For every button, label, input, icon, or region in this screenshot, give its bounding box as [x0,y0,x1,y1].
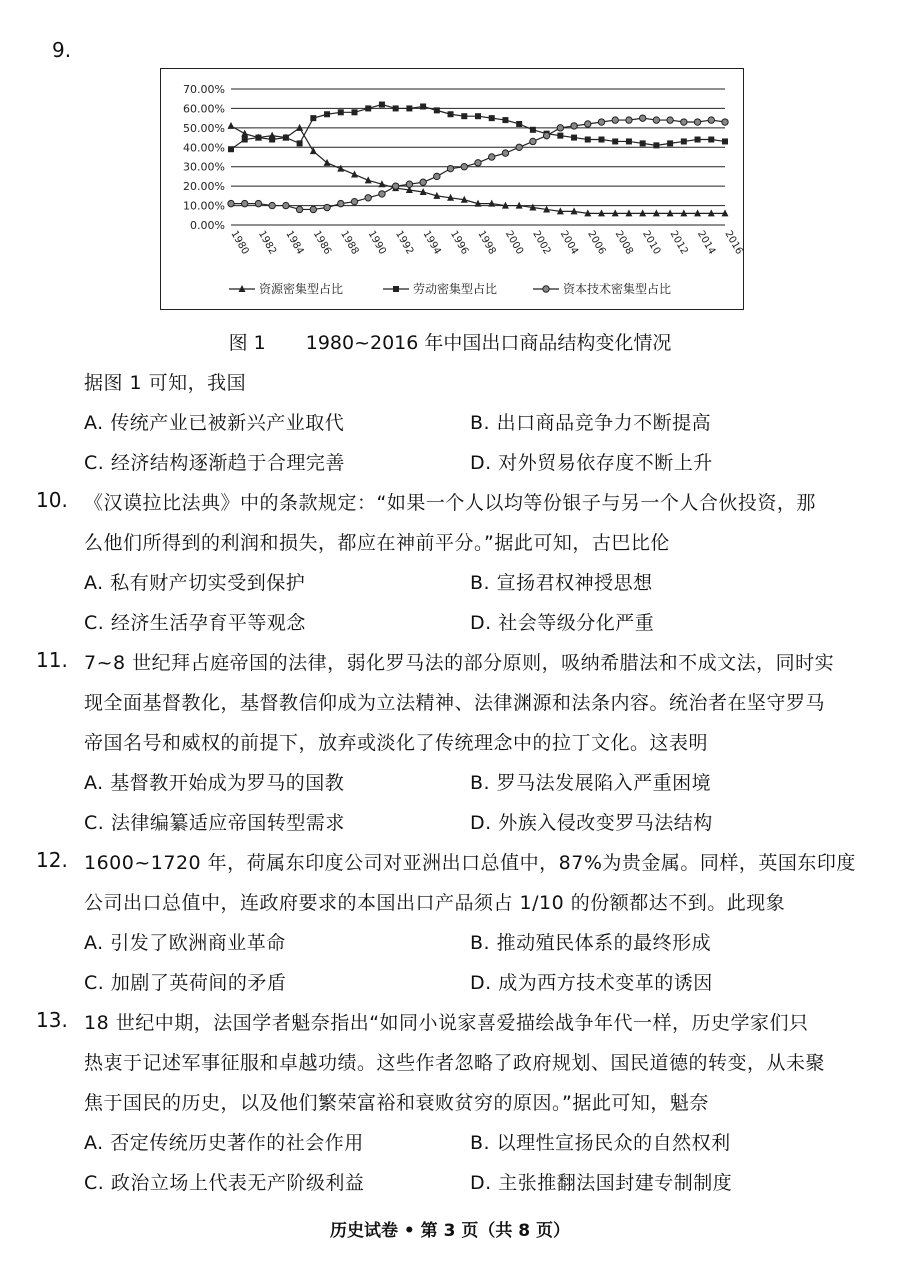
data-point-square [667,140,673,146]
question-11-line-2: 现全面基督教化，基督教信仰成为立法精神、法律渊源和法条内容。统治者在坚守罗马 [84,692,826,714]
legend-label: 劳动密集型占比 [413,282,498,296]
x-tick-label: 2006 [585,229,608,257]
data-point-circle [392,183,398,189]
data-point-square [502,117,508,123]
legend-marker-square [393,286,399,292]
data-point-circle [722,119,728,125]
q11-option-c[interactable]: C. 法律编纂适应帝国转型需求 [84,812,345,834]
y-tick-label: 10.00% [183,199,225,213]
q9-option-d[interactable]: D. 对外贸易依存度不断上升 [470,452,713,474]
data-point-circle [585,121,591,127]
data-point-circle [502,150,508,156]
data-point-triangle [228,122,235,129]
data-point-circle [255,200,261,206]
y-tick-label: 50.00% [183,121,225,135]
data-point-square [708,137,714,143]
data-point-square [352,109,358,115]
question-12-line-1: 1600~1720 年，荷属东印度公司对亚洲出口总值中，87%为贵金属。同样，英国东印度 [84,852,856,874]
x-tick-label: 1984 [283,229,306,257]
question-11-number: 11. [36,648,68,672]
q10-option-c[interactable]: C. 经济生活孕育平等观念 [84,612,306,634]
data-point-square [255,135,261,141]
q13-option-b[interactable]: B. 以理性宣扬民众的自然权利 [470,1132,731,1154]
question-10-line-2: 么他们所得到的利润和损失，都应在神前平分。”据此可知，古巴比伦 [84,532,670,554]
data-point-circle [461,164,467,170]
data-point-circle [667,117,673,123]
y-tick-label: 0.00% [190,219,225,232]
x-tick-label: 2014 [694,229,718,257]
data-point-circle [571,123,577,129]
figure-number: 图 1 [228,332,266,354]
data-point-square [242,137,248,143]
x-tick-label: 2016 [722,229,745,257]
y-tick-label: 70.00% [183,83,225,96]
x-tick-label: 2010 [640,229,663,257]
data-point-square [228,146,234,152]
q11-option-d[interactable]: D. 外族入侵改变罗马法结构 [470,812,713,834]
question-10-number: 10. [36,488,68,512]
x-tick-label: 1996 [447,229,471,257]
data-point-square [722,138,728,144]
data-point-circle [653,117,659,123]
data-point-circle [639,115,645,121]
question-13-line-2: 热衷于记述军事征服和卓越功绩。这些作者忽略了政府规划、国民道德的转变，从未聚 [84,1052,826,1074]
question-13-number: 13. [36,1008,68,1032]
data-point-circle [530,138,536,144]
q9-option-c[interactable]: C. 经济结构逐渐趋于合理完善 [84,452,345,474]
x-tick-label: 1998 [475,229,498,257]
x-tick-label: 2004 [557,229,580,257]
data-point-square [681,138,687,144]
data-point-square [599,137,605,143]
legend-label: 资本技术密集型占比 [563,282,672,296]
data-point-square [475,113,481,119]
data-point-triangle [310,147,317,154]
x-tick-label: 1988 [338,229,361,257]
q11-option-b[interactable]: B. 罗马法发展陷入严重困境 [470,772,712,794]
data-point-circle [406,181,412,187]
x-tick-label: 2012 [667,229,690,257]
question-13-line-3: 焦于国民的历史，以及他们繁荣富裕和衰败贫穷的原因。”据此可知，魁奈 [84,1092,709,1114]
q10-option-a[interactable]: A. 私有财产切实受到保护 [84,572,306,594]
data-point-circle [269,202,275,208]
data-point-square [640,140,646,146]
data-point-square [269,137,275,143]
data-point-circle [228,200,234,206]
x-tick-label: 1982 [255,229,279,257]
data-point-circle [516,144,522,150]
question-9-stem: 据图 1 可知，我国 [84,372,247,394]
q12-option-c[interactable]: C. 加剧了英荷间的矛盾 [84,972,287,994]
question-9-number: 9. [52,38,72,62]
data-point-square [530,127,536,133]
q9-option-b[interactable]: B. 出口商品竞争力不断提高 [470,412,712,434]
data-point-circle [708,117,714,123]
data-point-circle [447,165,453,171]
legend-marker-circle [543,286,549,292]
data-point-square [695,137,701,143]
x-tick-label: 1994 [420,229,443,257]
data-point-circle [434,173,440,179]
chart-svg [161,69,745,311]
series-line-square [231,105,725,150]
data-point-circle [351,198,357,204]
data-point-square [626,138,632,144]
data-point-square [379,102,385,108]
data-point-square [612,138,618,144]
q12-option-d[interactable]: D. 成为西方技术变革的诱因 [470,972,713,994]
data-point-square [283,135,289,141]
data-point-square [338,109,344,115]
x-tick-label: 1986 [310,229,333,257]
x-tick-label: 1990 [365,229,388,257]
q10-option-d[interactable]: D. 社会等级分化严重 [470,612,655,634]
data-point-circle [338,200,344,206]
data-point-square [461,113,467,119]
data-point-square [434,107,440,113]
question-11-line-3: 帝国名号和威权的前提下，放弃或淡化了传统理念中的拉丁文化。这表明 [84,732,709,754]
data-point-circle [612,117,618,123]
data-point-square [297,140,303,146]
data-point-square [406,105,412,111]
y-tick-label: 30.00% [183,160,225,174]
question-12-number: 12. [36,848,68,872]
q13-option-c[interactable]: C. 政治立场上代表无产阶级利益 [84,1172,365,1194]
data-point-square [324,111,330,117]
q12-option-a[interactable]: A. 引发了欧洲商业革命 [84,932,286,954]
export-structure-chart [160,68,744,310]
data-point-circle [543,132,549,138]
data-point-square [571,135,577,141]
question-12-line-2: 公司出口总值中，连政府要求的本国出口产品须占 1/10 的份额都达不到。此现象 [84,892,786,914]
data-point-square [393,105,399,111]
data-point-circle [598,119,604,125]
data-point-triangle [324,159,331,166]
data-point-square [557,133,563,139]
q13-option-a[interactable]: A. 否定传统历史著作的社会作用 [84,1132,364,1154]
question-10-line-1: 《汉谟拉比法典》中的条款规定：“如果一个人以均等份银子与另一个人合伙投资，那 [84,492,816,514]
y-tick-label: 60.00% [183,102,225,116]
y-tick-label: 20.00% [183,180,225,194]
data-point-square [420,103,426,109]
question-13-line-1: 18 世纪中期，法国学者魁奈指出“如同小说家喜爱描绘战争年代一样，历史学家们只 [84,1012,809,1034]
data-point-square [365,105,371,111]
data-point-square [516,121,522,127]
q9-option-a[interactable]: A. 传统产业已被新兴产业取代 [84,412,345,434]
legend-label: 资源密集型占比 [259,282,344,296]
x-tick-label: 2000 [502,229,526,257]
data-point-circle [296,206,302,212]
data-point-circle [626,117,632,123]
data-point-square [448,111,454,117]
data-point-circle [694,119,700,125]
data-point-circle [379,191,385,197]
data-point-square [585,137,591,143]
data-point-circle [489,154,495,160]
data-point-square [653,142,659,148]
x-tick-label: 2002 [530,229,553,257]
data-point-circle [681,119,687,125]
q13-option-d[interactable]: D. 主张推翻法国封建专制制度 [470,1172,733,1194]
data-point-circle [420,179,426,185]
y-tick-label: 40.00% [183,141,225,155]
page-footer: 历史试卷 • 第 3 页（共 8 页） [329,1221,571,1241]
data-point-circle [310,206,316,212]
q10-option-b[interactable]: B. 宣扬君权神授思想 [470,572,653,594]
figure-caption [0,328,900,355]
x-tick-label: 2008 [612,229,635,257]
question-11-line-1: 7~8 世纪拜占庭帝国的法律，弱化罗马法的部分原则，吸纳希腊法和不成文法，同时实 [84,652,835,674]
x-tick-label: 1980 [228,229,251,257]
x-tick-label: 1992 [393,229,416,257]
data-point-circle [557,125,563,131]
data-point-circle [283,202,289,208]
figure-title: 1980~2016 年中国出口商品结构变化情况 [305,332,672,354]
data-point-circle [242,200,248,206]
data-point-triangle [241,130,248,137]
data-point-square [310,115,316,121]
data-point-circle [365,195,371,201]
data-point-circle [475,160,481,166]
q12-option-b[interactable]: B. 推动殖民体系的最终形成 [470,932,712,954]
q11-option-a[interactable]: A. 基督教开始成为罗马的国教 [84,772,345,794]
data-point-circle [324,204,330,210]
data-point-square [489,115,495,121]
